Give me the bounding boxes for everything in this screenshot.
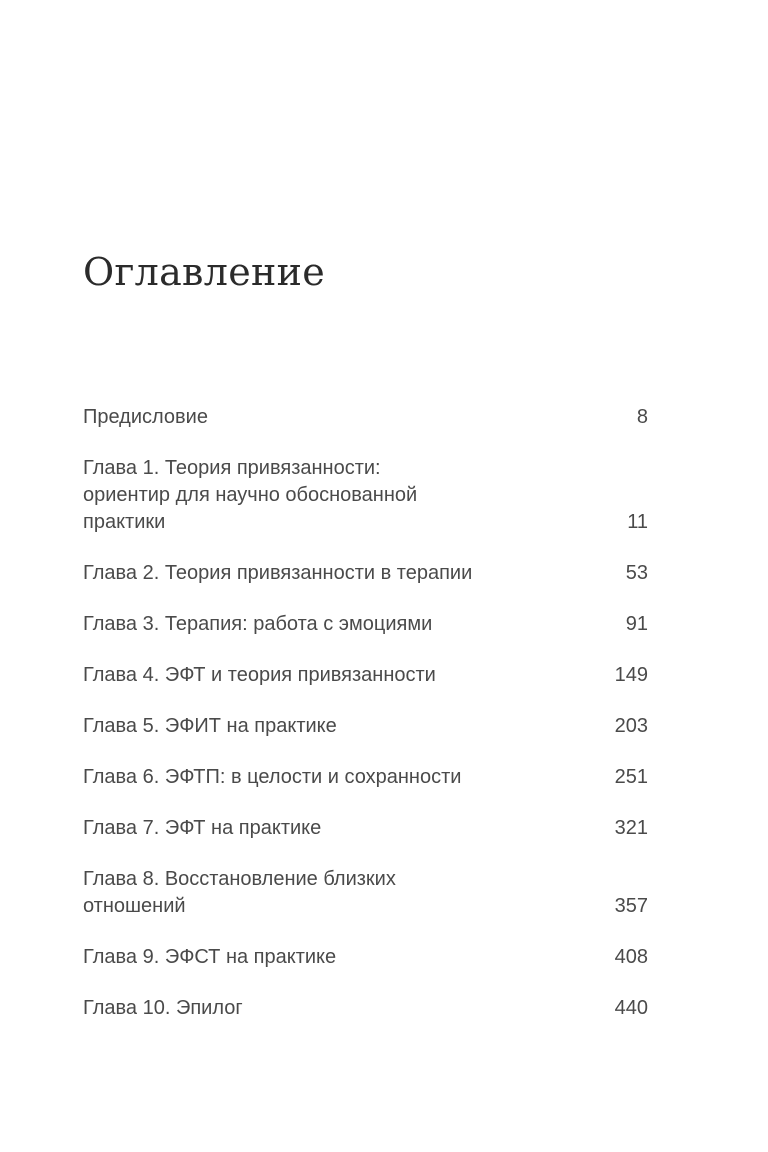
toc-entry-page: 53 (625, 562, 648, 584)
toc-entry-chapter-3 (83, 611, 648, 638)
toc-entry-page: 8 (636, 406, 648, 428)
toc-entry-title: Глава 5. ЭФИТ на практике (83, 715, 337, 737)
toc-entry-page: 408 (614, 946, 648, 968)
toc-entry-page: 149 (614, 664, 648, 686)
toc-entry-title: Предисловие (83, 406, 208, 428)
toc-entry-chapter-7 (83, 815, 648, 842)
toc-entry-title: Глава 7. ЭФТ на практике (83, 817, 322, 839)
toc-entry-chapter-10 (83, 995, 648, 1022)
toc-entry-page: 357 (614, 895, 648, 917)
toc-entry-chapter-4 (83, 662, 648, 689)
toc-entry-chapter-1 (83, 455, 648, 536)
toc-entry-chapter-2 (83, 560, 648, 587)
toc-entry-title: Глава 6. ЭФТП: в целости и сохранности (83, 766, 462, 788)
toc-entry-page: 11 (627, 511, 648, 533)
page-title: Оглавление (83, 250, 326, 294)
toc-entry-page: 321 (614, 817, 648, 839)
toc-entry-title: Глава 8. Восстановление близких отношений (83, 868, 396, 917)
toc-entry-title: Глава 9. ЭФСТ на практике (83, 946, 337, 968)
toc-entry-page: 440 (614, 997, 648, 1019)
toc-entry-title: Глава 1. Теория привязанности: ориентир для научно обоснованной практики (83, 457, 418, 533)
toc-entry-chapter-8 (83, 866, 648, 920)
toc-entry-chapter-6 (83, 764, 648, 791)
toc-entry-title: Глава 4. ЭФТ и теория привязанности (83, 664, 436, 686)
toc-entry-title: Глава 10. Эпилог (83, 997, 243, 1019)
toc-entry-page: 91 (625, 613, 648, 635)
toc-entry-chapter-5 (83, 713, 648, 740)
toc-entry-page: 203 (614, 715, 648, 737)
toc-entry-preface (83, 404, 648, 431)
toc-entry-chapter-9 (83, 944, 648, 971)
toc-entry-title: Глава 3. Терапия: работа с эмоциями (83, 613, 433, 635)
toc-entry-title: Глава 2. Теория привязанности в терапии (83, 562, 473, 584)
document-page (83, 0, 648, 1152)
toc-entry-page: 251 (614, 766, 648, 788)
table-of-contents (83, 404, 648, 1046)
